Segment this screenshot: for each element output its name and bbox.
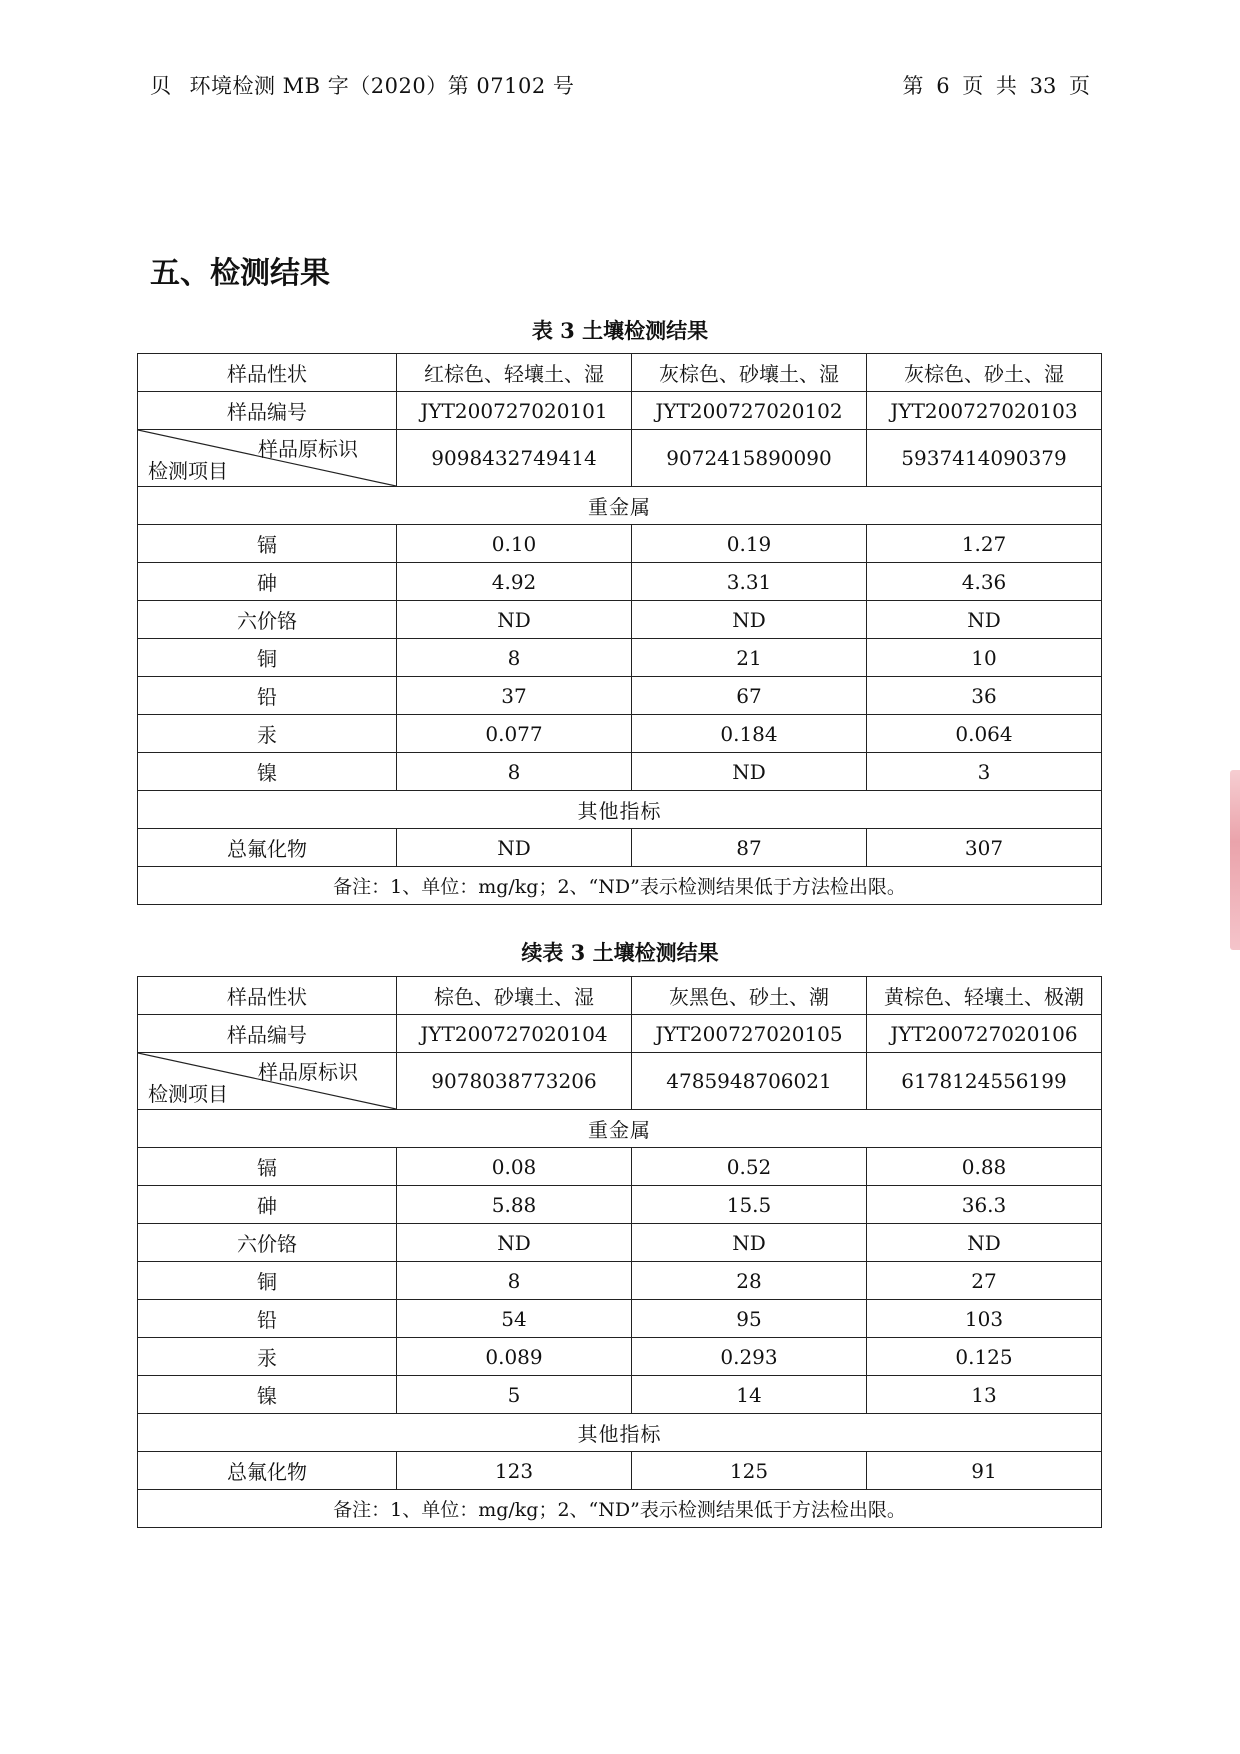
result-row bbox=[138, 1224, 1102, 1262]
item-name: 总氟化物 bbox=[138, 1452, 397, 1490]
sample-property: 灰黑色、砂土、潮 bbox=[632, 977, 867, 1015]
origin-id-row bbox=[138, 430, 1102, 487]
result-row bbox=[138, 753, 1102, 791]
result-value: 0.19 bbox=[632, 525, 867, 563]
result-value: 0.52 bbox=[632, 1148, 867, 1186]
result-value: 95 bbox=[632, 1300, 867, 1338]
result-value: 54 bbox=[397, 1300, 632, 1338]
origin-id-label: 样品原标识 bbox=[258, 437, 358, 461]
result-value: 8 bbox=[397, 1262, 632, 1300]
item-name: 镉 bbox=[138, 1148, 397, 1186]
result-value: 103 bbox=[867, 1300, 1102, 1338]
result-value: ND bbox=[867, 1224, 1102, 1262]
result-value: 14 bbox=[632, 1376, 867, 1414]
test-item-label: 检测项目 bbox=[148, 1082, 228, 1106]
result-value: 307 bbox=[867, 829, 1102, 867]
result-row bbox=[138, 639, 1102, 677]
sample-property: 灰棕色、砂壤土、湿 bbox=[632, 354, 867, 392]
result-row bbox=[138, 1300, 1102, 1338]
sample-number: JYT200727020101 bbox=[397, 392, 632, 430]
property-row bbox=[138, 354, 1102, 392]
result-value: 0.184 bbox=[632, 715, 867, 753]
item-name: 总氟化物 bbox=[138, 829, 397, 867]
result-value: ND bbox=[397, 829, 632, 867]
note-row bbox=[138, 867, 1102, 905]
group-header-row bbox=[138, 1110, 1102, 1148]
result-value: 123 bbox=[397, 1452, 632, 1490]
result-value: ND bbox=[632, 601, 867, 639]
seal-stamp-edge bbox=[1230, 770, 1240, 950]
result-value: 37 bbox=[397, 677, 632, 715]
origin-id: 9072415890090 bbox=[632, 430, 867, 487]
note-row bbox=[138, 1490, 1102, 1528]
result-value: 5.88 bbox=[397, 1186, 632, 1224]
result-value: ND bbox=[632, 1224, 867, 1262]
sample-number: JYT200727020105 bbox=[632, 1015, 867, 1053]
group-header-row bbox=[138, 1414, 1102, 1452]
result-value: 8 bbox=[397, 639, 632, 677]
soil-results-table bbox=[137, 353, 1102, 905]
origin-id: 5937414090379 bbox=[867, 430, 1102, 487]
diagonal-header-cell bbox=[138, 430, 397, 487]
property-row bbox=[138, 977, 1102, 1015]
row-label-sample-no: 样品编号 bbox=[138, 392, 397, 430]
result-value: 5 bbox=[397, 1376, 632, 1414]
result-value: 1.27 bbox=[867, 525, 1102, 563]
item-name: 镍 bbox=[138, 1376, 397, 1414]
row-label-property: 样品性状 bbox=[138, 354, 397, 392]
result-value: 3 bbox=[867, 753, 1102, 791]
result-value: 0.293 bbox=[632, 1338, 867, 1376]
sample-number: JYT200727020103 bbox=[867, 392, 1102, 430]
result-value: 36 bbox=[867, 677, 1102, 715]
result-value: 4.36 bbox=[867, 563, 1102, 601]
result-value: 91 bbox=[867, 1452, 1102, 1490]
origin-id: 9078038773206 bbox=[397, 1053, 632, 1110]
result-value: 0.125 bbox=[867, 1338, 1102, 1376]
result-value: 0.064 bbox=[867, 715, 1102, 753]
result-row bbox=[138, 563, 1102, 601]
report-number: 环境检测 MB 字（2020）第 07102 号 bbox=[189, 74, 575, 98]
row-label-property: 样品性状 bbox=[138, 977, 397, 1015]
sample-number: JYT200727020106 bbox=[867, 1015, 1102, 1053]
result-value: 27 bbox=[867, 1262, 1102, 1300]
result-value: 21 bbox=[632, 639, 867, 677]
item-name: 砷 bbox=[138, 1186, 397, 1224]
result-value: ND bbox=[632, 753, 867, 791]
group-header-row bbox=[138, 791, 1102, 829]
soil-results-table-continued bbox=[137, 976, 1102, 1528]
table-caption-continued: 续表 3 土壤检测结果 bbox=[521, 940, 719, 965]
sample-property: 棕色、砂壤土、湿 bbox=[397, 977, 632, 1015]
result-value: 0.10 bbox=[397, 525, 632, 563]
page-number: 第 6 页 共 33 页 bbox=[902, 74, 1090, 98]
item-name: 六价铬 bbox=[138, 601, 397, 639]
origin-id-label: 样品原标识 bbox=[258, 1060, 358, 1084]
sample-property: 黄棕色、轻壤土、极潮 bbox=[867, 977, 1102, 1015]
result-row bbox=[138, 1452, 1102, 1490]
item-name: 汞 bbox=[138, 715, 397, 753]
heavy-metals-header: 重金属 bbox=[138, 1110, 1102, 1148]
item-name: 镉 bbox=[138, 525, 397, 563]
report-header-left bbox=[150, 70, 574, 100]
result-row bbox=[138, 601, 1102, 639]
item-name: 铅 bbox=[138, 1300, 397, 1338]
result-value: 13 bbox=[867, 1376, 1102, 1414]
result-value: ND bbox=[397, 1224, 632, 1262]
result-row bbox=[138, 715, 1102, 753]
item-name: 砷 bbox=[138, 563, 397, 601]
heavy-metals-header: 重金属 bbox=[138, 487, 1102, 525]
result-value: ND bbox=[397, 601, 632, 639]
diagonal-header-cell bbox=[138, 1053, 397, 1110]
result-row bbox=[138, 1338, 1102, 1376]
section-title: 五、检测结果 bbox=[150, 256, 330, 291]
item-name: 铜 bbox=[138, 639, 397, 677]
sample-property: 红棕色、轻壤土、湿 bbox=[397, 354, 632, 392]
sample-number-row bbox=[138, 392, 1102, 430]
result-value: 15.5 bbox=[632, 1186, 867, 1224]
result-value: ND bbox=[867, 601, 1102, 639]
result-value: 28 bbox=[632, 1262, 867, 1300]
item-name: 镍 bbox=[138, 753, 397, 791]
result-row bbox=[138, 1262, 1102, 1300]
origin-id: 6178124556199 bbox=[867, 1053, 1102, 1110]
origin-id: 9098432749414 bbox=[397, 430, 632, 487]
item-name: 铜 bbox=[138, 1262, 397, 1300]
result-value: 0.077 bbox=[397, 715, 632, 753]
origin-id-row bbox=[138, 1053, 1102, 1110]
sample-number-row bbox=[138, 1015, 1102, 1053]
result-row bbox=[138, 829, 1102, 867]
table-note: 备注：1、单位：mg/kg；2、“ND”表示检测结果低于方法检出限。 bbox=[138, 867, 1102, 905]
result-value: 0.089 bbox=[397, 1338, 632, 1376]
result-row bbox=[138, 525, 1102, 563]
result-value: 0.88 bbox=[867, 1148, 1102, 1186]
result-value: 3.31 bbox=[632, 563, 867, 601]
header-prefix: 贝 bbox=[150, 74, 172, 98]
result-value: 36.3 bbox=[867, 1186, 1102, 1224]
table-caption: 表 3 土壤检测结果 bbox=[531, 318, 709, 343]
item-name: 铅 bbox=[138, 677, 397, 715]
result-value: 0.08 bbox=[397, 1148, 632, 1186]
result-value: 10 bbox=[867, 639, 1102, 677]
result-value: 4.92 bbox=[397, 563, 632, 601]
sample-number: JYT200727020104 bbox=[397, 1015, 632, 1053]
group-header-row bbox=[138, 487, 1102, 525]
result-row bbox=[138, 1376, 1102, 1414]
sample-number: JYT200727020102 bbox=[632, 392, 867, 430]
origin-id: 4785948706021 bbox=[632, 1053, 867, 1110]
test-item-label: 检测项目 bbox=[148, 459, 228, 483]
row-label-sample-no: 样品编号 bbox=[138, 1015, 397, 1053]
result-value: 67 bbox=[632, 677, 867, 715]
result-row bbox=[138, 1148, 1102, 1186]
result-row bbox=[138, 1186, 1102, 1224]
result-value: 8 bbox=[397, 753, 632, 791]
result-value: 87 bbox=[632, 829, 867, 867]
item-name: 汞 bbox=[138, 1338, 397, 1376]
other-indicators-header: 其他指标 bbox=[138, 791, 1102, 829]
item-name: 六价铬 bbox=[138, 1224, 397, 1262]
table-note: 备注：1、单位：mg/kg；2、“ND”表示检测结果低于方法检出限。 bbox=[138, 1490, 1102, 1528]
other-indicators-header: 其他指标 bbox=[138, 1414, 1102, 1452]
result-value: 125 bbox=[632, 1452, 867, 1490]
result-row bbox=[138, 677, 1102, 715]
sample-property: 灰棕色、砂土、湿 bbox=[867, 354, 1102, 392]
